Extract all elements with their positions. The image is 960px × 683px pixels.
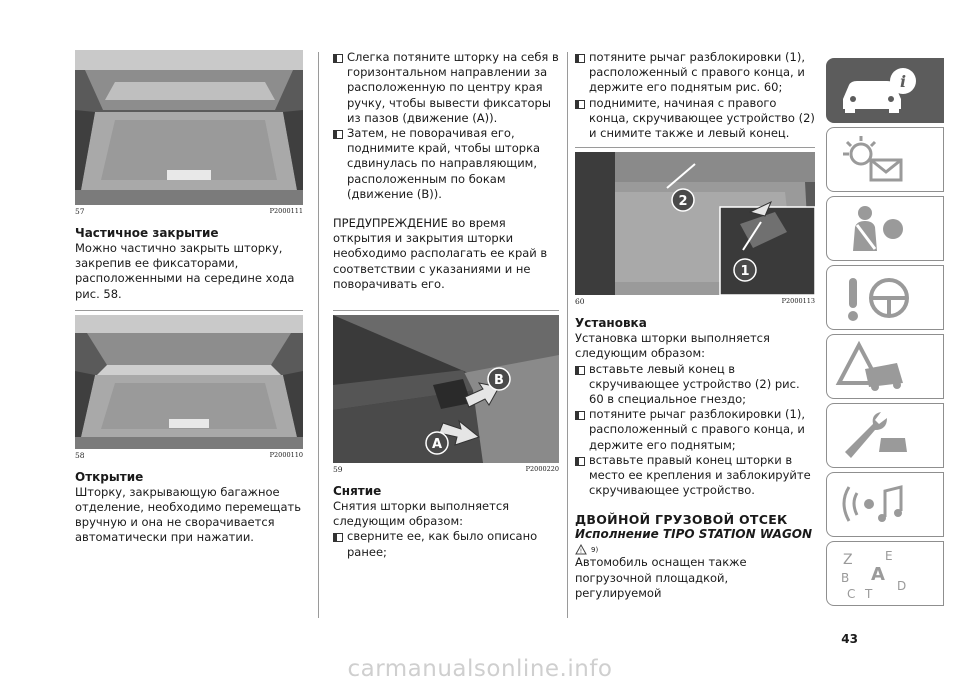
- tab-index[interactable]: [826, 541, 944, 606]
- bullet-item: [575, 453, 815, 499]
- subheading-version: Исполнение TIPO STATION WAGON: [575, 527, 813, 542]
- svg-text:i: i: [899, 72, 907, 91]
- bullet-text: Затем, не поворачивая его, поднимите край, чтобы шторка сдвинулась по направляющим, расположенным по бокам (движение (B)).: [347, 126, 541, 201]
- figure-number: 57: [75, 207, 85, 216]
- note-triangle-icon: [575, 544, 587, 555]
- car-info-icon: [835, 63, 925, 118]
- bullet-marker: [575, 457, 585, 466]
- bullet-text: вставьте правый конец шторки в место ее крепления и заблокируйте скручивающее устройство.: [589, 452, 811, 498]
- bullet-marker: [575, 411, 585, 420]
- figure-number: 60: [575, 297, 585, 307]
- figure-58-caption: [75, 451, 303, 460]
- figure-57: [75, 50, 303, 216]
- section-title-removal: Снятие: [333, 484, 382, 499]
- lights-mail-icon: [835, 132, 925, 187]
- index-letter: C: [847, 587, 856, 601]
- section-title-partial-closing: Частичное закрытие: [75, 226, 219, 240]
- bullet-item: [333, 529, 559, 559]
- figure-code: P2000113: [781, 297, 815, 306]
- bullet-text: сверните ее, как было описано ранее;: [347, 529, 538, 559]
- bullet-item: [575, 407, 815, 453]
- breakdown-wrench-icon: [835, 408, 925, 463]
- index-letter: B: [841, 571, 850, 585]
- bullet-item: [333, 50, 559, 126]
- section-title-opening: Открытие: [75, 469, 144, 484]
- column-divider-left: [318, 52, 319, 618]
- section-text-opening: Шторку, закрывающую багажное отделение, необходимо перемещать вручную и она не сворачивается автоматически при нажатии.: [75, 484, 301, 545]
- page-number: 43: [841, 632, 858, 646]
- label-b: B: [494, 373, 504, 389]
- multimedia-icon: [835, 477, 925, 532]
- index-letter: D: [897, 579, 907, 593]
- index-letters-icon: [835, 546, 925, 601]
- figure-57-photo: [75, 50, 303, 205]
- section-text-installation: Установка шторки выполняется следующим образом:: [575, 331, 770, 361]
- section-text-removal: Снятия шторки выполняется следующим образом:: [333, 499, 510, 529]
- bullet-text: потяните рычаг разблокировки (1), расположенный с правого конца, и держите его поднятым;: [589, 407, 806, 452]
- figure-code: P2000111: [269, 207, 303, 215]
- bullet-item: [575, 96, 815, 142]
- index-letter: A: [871, 564, 885, 585]
- figure-code: P2000220: [525, 465, 559, 474]
- figure-57-caption: [75, 207, 303, 216]
- bullet-marker: [333, 54, 343, 63]
- section-text-partial-closing: Можно частично закрыть шторку, закрепив ее фиксаторами, расположенными на середине хода рис. 58.: [75, 241, 295, 301]
- bullet-text: потяните рычаг разблокировки (1), расположенный с правого конца, и держите его поднятым рис. 60;: [589, 50, 806, 95]
- warning-text: ПРЕДУПРЕЖДЕНИЕ во время открытия и закрытия шторки необходимо располагать ее край в соответствии с указаниями и не поворачивать его.: [333, 216, 548, 291]
- figure-59-caption: [333, 465, 559, 474]
- section-title-installation: Установка: [575, 316, 647, 331]
- index-letter: E: [885, 549, 893, 563]
- bullet-marker: [333, 130, 343, 139]
- tab-car-info[interactable]: [826, 58, 944, 123]
- label-1: 1: [740, 264, 750, 280]
- index-letter: T: [865, 587, 873, 601]
- tab-emergency[interactable]: [826, 403, 944, 468]
- label-2: 2: [678, 194, 688, 210]
- bullet-text: вставьте левый конец в скручивающее устройство (2) рис. 60 в специальное гнездо;: [589, 361, 800, 407]
- column-1: [75, 50, 303, 546]
- bullet-item: [575, 50, 815, 96]
- figure-code: P2000110: [269, 450, 303, 459]
- tab-lights-mail[interactable]: [826, 127, 944, 192]
- bullet-item: [333, 126, 559, 202]
- bullet-marker: [575, 54, 585, 63]
- figure-59-photo: [333, 315, 559, 463]
- bullet-text: поднимите, начиная с правого конца, скручивающее устройство (2) и снимите также и левый конец.: [589, 95, 815, 141]
- seatbelt-airbag-icon: [835, 201, 925, 256]
- tab-safety-warning[interactable]: [826, 334, 944, 399]
- bullet-text: Слегка потяните шторку на себя в горизонтальном направлении за расположенную по центру края ручку, чтобы вывести фиксаторы из пазов (движение (A)).: [347, 50, 559, 125]
- figure-60-caption: [575, 297, 815, 306]
- tab-multimedia[interactable]: [826, 472, 944, 537]
- figure-60-photo: [575, 152, 815, 295]
- note-reference: [575, 544, 815, 555]
- label-a: A: [431, 437, 443, 453]
- figure-58-photo: [75, 315, 303, 449]
- figure-59: [333, 310, 559, 474]
- steering-wheel-icon: [835, 270, 925, 325]
- bullet-marker: [333, 533, 343, 542]
- index-letter: Z: [843, 552, 853, 568]
- figure-number: 58: [75, 450, 85, 460]
- bullet-marker: [575, 100, 585, 109]
- bullet-item: [575, 362, 815, 408]
- figure-60: [575, 147, 815, 306]
- note-ref-number: 9): [591, 545, 599, 554]
- column-3: [575, 50, 815, 601]
- tab-seatbelt-airbag[interactable]: [826, 196, 944, 261]
- svg-text:!: !: [579, 548, 583, 556]
- figure-58: [75, 310, 303, 460]
- chapter-tabs: [826, 58, 943, 610]
- bullet-marker: [575, 366, 585, 375]
- column-2: [333, 50, 559, 560]
- figure-number: 59: [333, 465, 343, 475]
- section-text-double-cargo: Автомобиль оснащен также погрузочной площадкой, регулируемой: [575, 555, 747, 600]
- heading-double-cargo: ДВОЙНОЙ ГРУЗОВОЙ ОТСЕК: [575, 512, 788, 528]
- column-divider-right: [567, 52, 568, 618]
- watermark: carmanualsonline.info: [347, 656, 613, 682]
- tab-driving[interactable]: [826, 265, 944, 330]
- warning-triangle-icon: [835, 339, 925, 394]
